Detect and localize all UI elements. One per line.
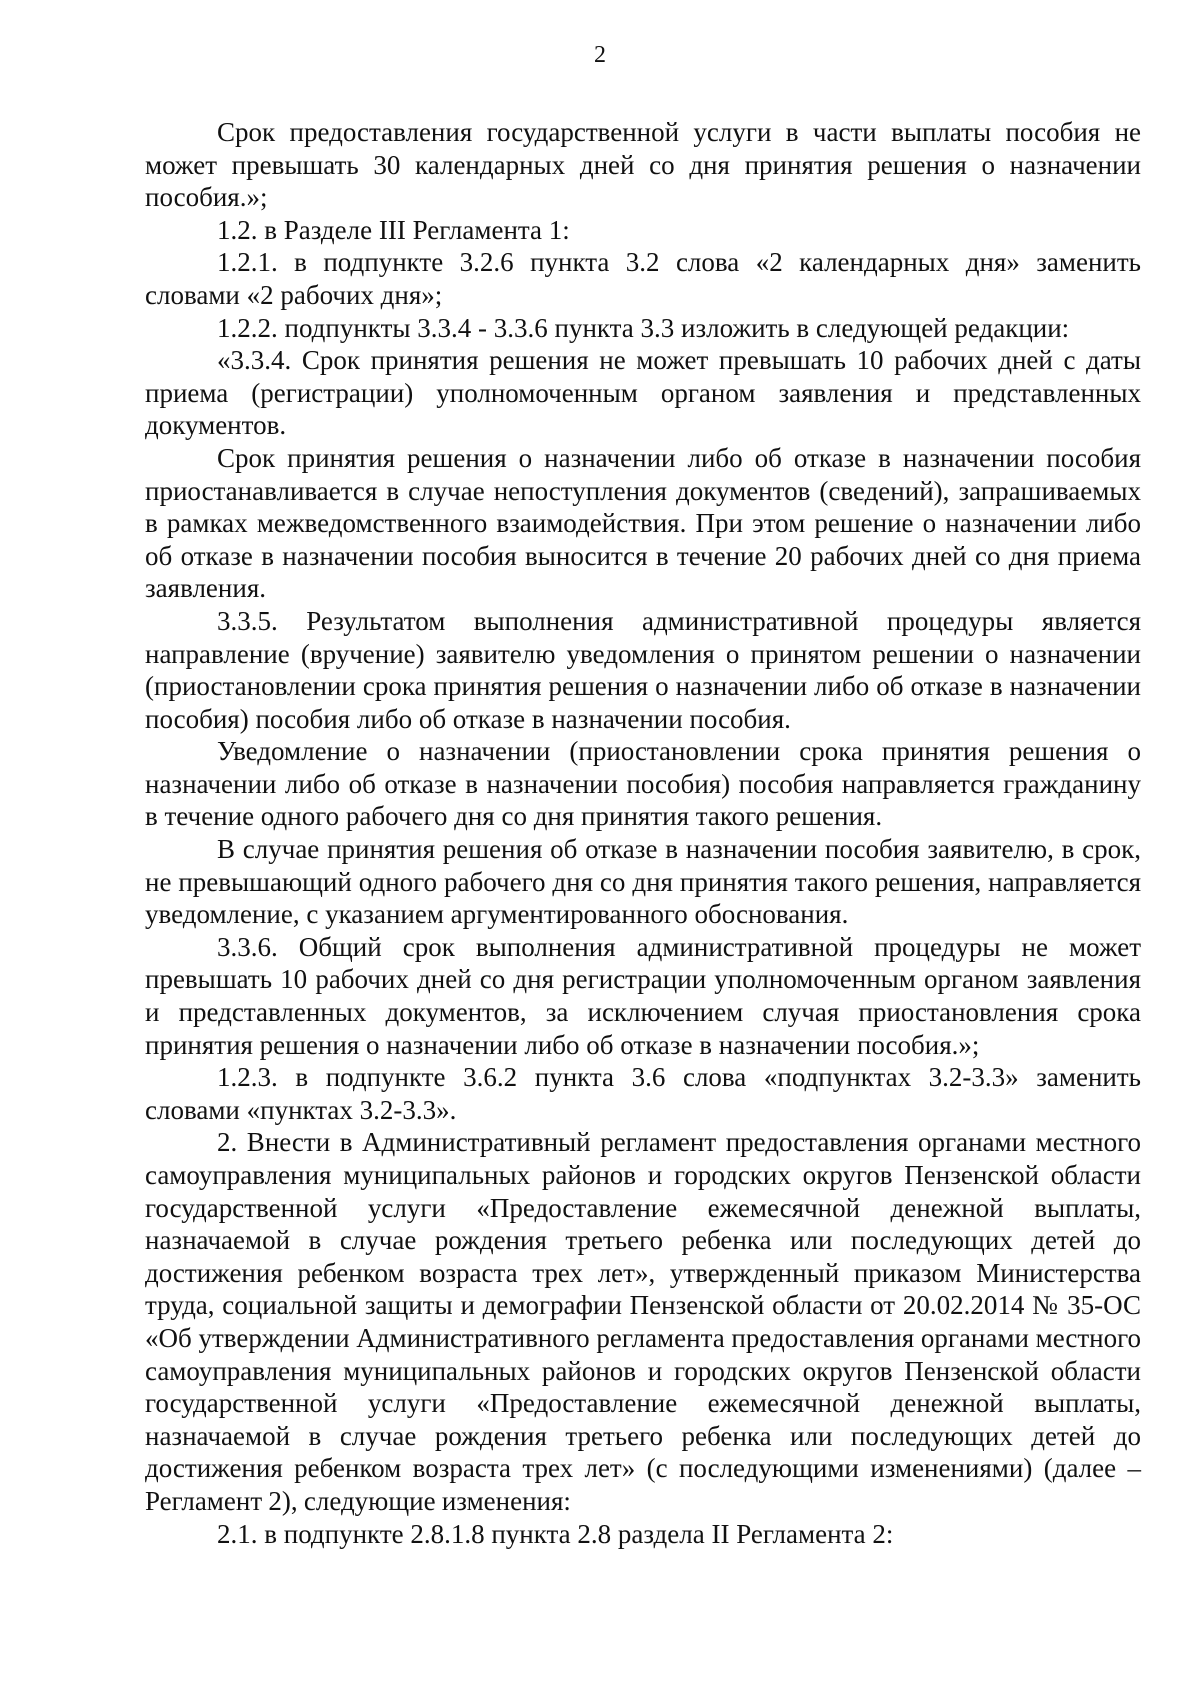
paragraph-3-3-5: 3.3.5. Результатом выполнения административной процедуры является направление (вручение) заявителю уведомления о принятом решении о назначении (приостановлении срока принятия решения о назначении либо об отказе в назначении пособия) пособия либо об отказе в назначении пособия. xyxy=(145,605,1141,734)
paragraph-2: 2. Внести в Административный регламент предоставления органами местного самоуправления муниципальных районов и городских округов Пензенской области государственной услуги «Предоставление ежемесячной денежной выплаты, назначаемой в случае рождения третьего ребенка или последующих детей до достижения ребенком возраста трех лет», утвержденный приказом Министерства труда, социальной защиты и демографии Пензенской области от 20.02.2014 № 35-ОС «Об утверждении Административного регламента предоставления органами местного самоуправления муниципальных районов и городских округов Пензенской области государственной услуги «Предоставление ежемесячной денежной выплаты, назначаемой в случае рождения третьего ребенка или последующих детей до достижения ребенком возраста трех лет» (с последующими изменениями) (далее – Регламент 2), следующие изменения: xyxy=(145,1127,1141,1516)
paragraph-1-2: 1.2. в Разделе III Регламента 1: xyxy=(217,214,570,245)
document-body xyxy=(145,116,1141,1550)
paragraph-1-2-2: 1.2.2. подпункты 3.3.4 - 3.3.6 пункта 3.3 изложить в следующей редакции: xyxy=(217,312,1070,343)
paragraph-1-2-1: 1.2.1. в подпункте 3.2.6 пункта 3.2 слова «2 календарных дня» заменить словами «2 рабочих дня»; xyxy=(145,247,1141,310)
paragraph-3-3-4: «3.3.4. Срок принятия решения не может превышать 10 рабочих дней с даты приема (регистрации) уполномоченным органом заявления и представленных документов. xyxy=(145,345,1141,441)
paragraph-notification: Уведомление о назначении (приостановлении срока принятия решения о назначении либо об отказе в назначении пособия) пособия направляется гражданину в течение одного рабочего дня со дня принятия такого решения. xyxy=(145,736,1141,832)
page-number: 2 xyxy=(594,42,606,68)
paragraph-service-term: Срок предоставления государственной услуги в части выплаты пособия не может превышать 30 календарных дней со дня принятия решения о назначении пособия.»; xyxy=(145,117,1141,213)
paragraph-2-1: 2.1. в подпункте 2.8.1.8 пункта 2.8 раздела II Регламента 2: xyxy=(217,1518,894,1549)
paragraph-3-3-6: 3.3.6. Общий срок выполнения административной процедуры не может превышать 10 рабочих дней со дня регистрации уполномоченным органом заявления и представленных документов, за исключением случая приостановления срока принятия решения о назначении либо об отказе в назначении пособия.»; xyxy=(145,931,1141,1060)
paragraph-refusal-notice: В случае принятия решения об отказе в назначении пособия заявителю, в срок, не превышающий одного рабочего дня со дня принятия такого решения, направляется уведомление, с указанием аргументированного обоснования. xyxy=(145,834,1141,930)
paragraph-1-2-3: 1.2.3. в подпункте 3.6.2 пункта 3.6 слова «подпунктах 3.2-3.3» заменить словами «пунктах 3.2-3.3». xyxy=(145,1062,1141,1125)
paragraph-decision-suspension: Срок принятия решения о назначении либо об отказе в назначении пособия приостанавливается в случае непоступления документов (сведений), запрашиваемых в рамках межведомственного взаимодействия. При этом решение о назначении либо об отказе в назначении пособия выносится в течение 20 рабочих дней со дня приема заявления. xyxy=(145,442,1141,604)
